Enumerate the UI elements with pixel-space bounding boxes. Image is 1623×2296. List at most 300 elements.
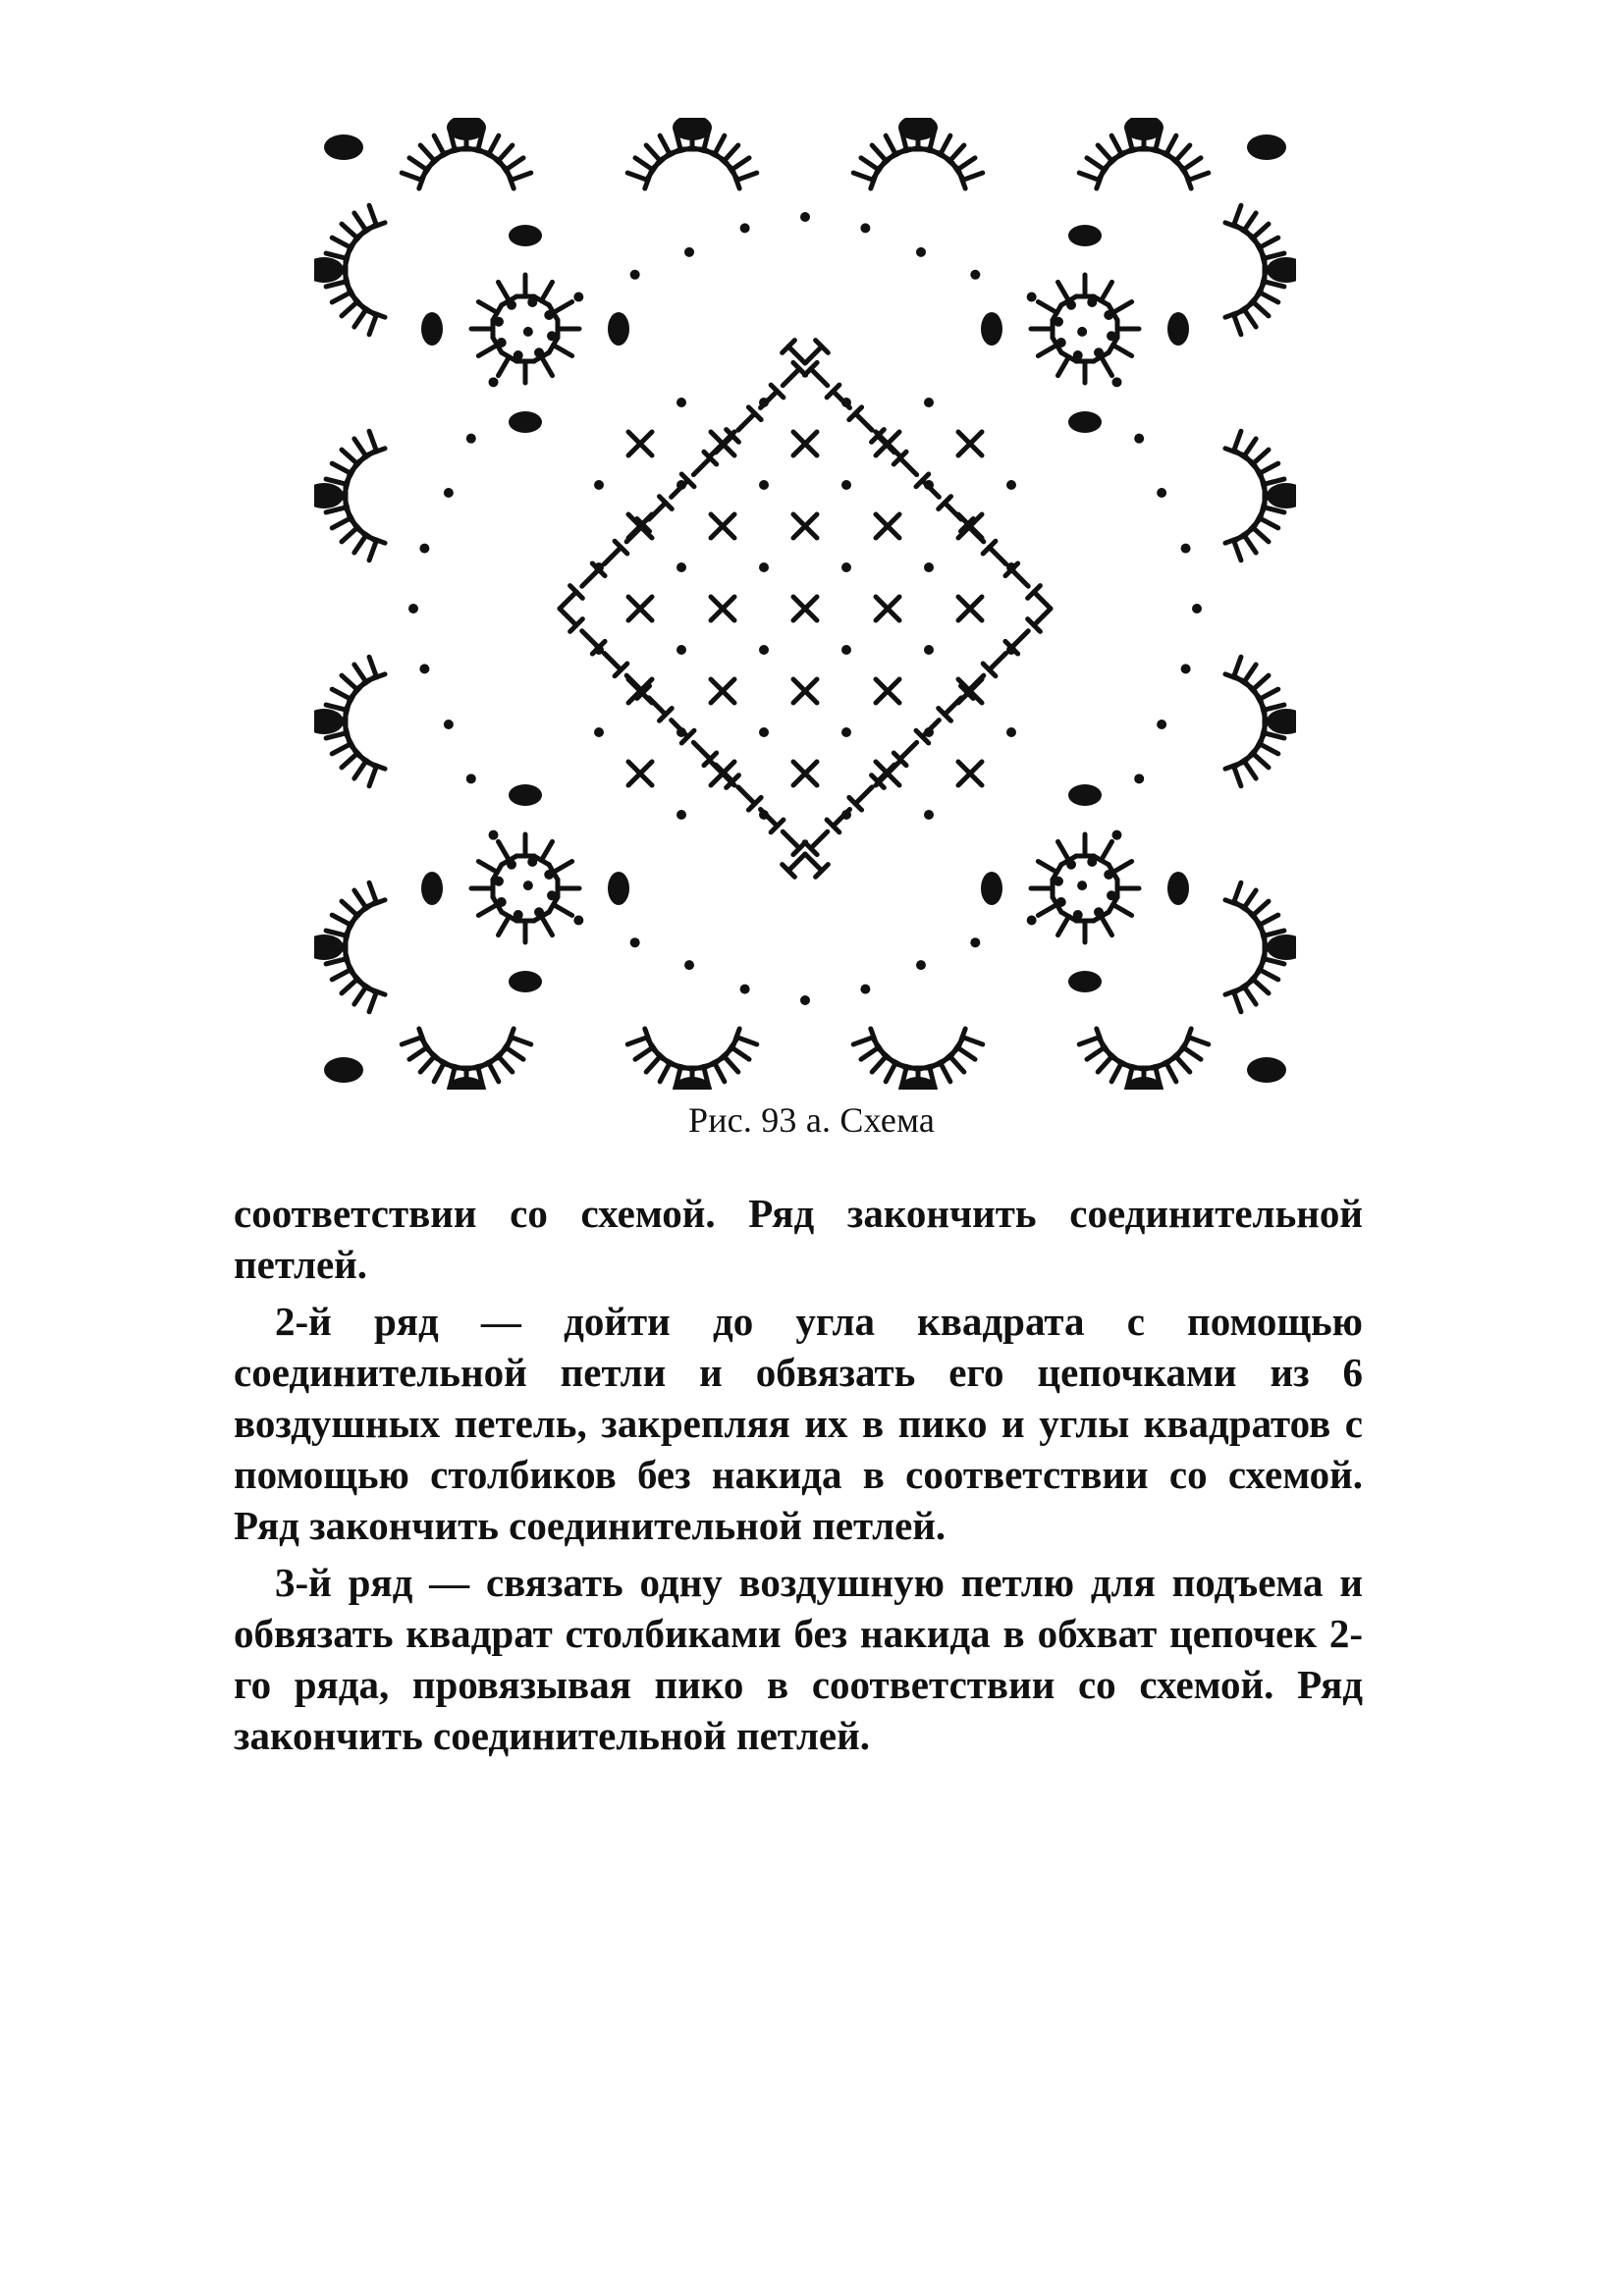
stitch-symbol [1011, 569, 1028, 586]
stitch-symbol [1253, 901, 1269, 916]
chain-dot [841, 480, 851, 490]
stitch-symbol [967, 525, 984, 542]
picot-symbol [509, 225, 542, 246]
figure-caption: Рис. 93 а. Схема [687, 1100, 936, 1140]
stitch-symbol [554, 302, 572, 313]
stitch-symbol [560, 609, 576, 625]
stitch-symbol [990, 653, 1006, 669]
stitch-symbol [1233, 205, 1241, 226]
picot-symbol [1247, 134, 1286, 160]
stitch-symbol [861, 1047, 879, 1059]
chain-dot [544, 870, 554, 880]
stitch-symbol [855, 787, 872, 804]
stitch-symbol [886, 1062, 895, 1081]
stitch-symbol [511, 1037, 531, 1044]
stitch-symbol [788, 854, 805, 871]
chain-dot [1107, 890, 1116, 900]
stitch-symbol [1253, 224, 1269, 239]
stitch-symbol [368, 900, 385, 906]
stitch-symbol [489, 135, 499, 154]
stitch-symbol [511, 173, 531, 181]
picot-symbol [509, 971, 542, 992]
stitch-symbol [1233, 314, 1241, 335]
stitch-symbol [1183, 158, 1201, 170]
stitch-symbol [941, 135, 950, 154]
stitch-symbol [853, 1037, 874, 1044]
chain-dot [547, 890, 557, 900]
stitch-symbol [724, 145, 738, 161]
chain-dot [924, 645, 934, 655]
stitch-symbol [1175, 1056, 1190, 1072]
picot-symbol [981, 872, 1002, 905]
chain-dot [489, 830, 499, 840]
stitch-symbol [506, 1047, 523, 1059]
stitch-symbol [1259, 518, 1277, 528]
chain-dot [419, 664, 429, 673]
chain-dot [740, 223, 750, 233]
chain-dot [841, 645, 851, 655]
chain-dot [1073, 910, 1083, 920]
stitch-symbol [332, 744, 351, 754]
stitch-symbol [354, 987, 366, 1004]
paragraph-row-2: 2-й ряд — дойти до угла квадрата с помощью соединительной петли и обвязать его цепочками из 6 воздушных петель, закрепляя их в пико и углы квадратов с помощью столбиков без накида в соответствии со схемой. Ряд закончить соединительной петлей. [234, 1299, 1363, 1548]
picot-symbol [314, 257, 344, 283]
stitch-symbol [945, 503, 961, 519]
stitch-symbol [1233, 882, 1241, 903]
stitch-symbol [1244, 987, 1256, 1004]
picot-symbol [1068, 971, 1102, 992]
stitch-symbol [582, 569, 599, 586]
chain-dot [676, 810, 686, 820]
stitch-symbol [1188, 1037, 1209, 1044]
picot-symbol [608, 872, 629, 905]
chain-dot [1134, 774, 1144, 783]
stitch-symbol [872, 1056, 887, 1072]
stitch-symbol [1113, 302, 1132, 313]
picot-symbol [1068, 225, 1102, 246]
stitch-symbol [715, 135, 725, 154]
stitch-symbol [1244, 309, 1256, 327]
stitch-symbol [434, 135, 444, 154]
stitch-symbol [1259, 293, 1277, 302]
stitch-symbol [733, 172, 739, 188]
stitch-symbol [332, 293, 351, 302]
stitch-symbol [715, 1062, 725, 1081]
chain-dot [740, 985, 750, 994]
stitch-symbol [1102, 357, 1112, 376]
picot-symbol [1167, 872, 1189, 905]
stitch-symbol [506, 158, 523, 170]
stitch-symbol [582, 631, 599, 648]
picot-symbol [1167, 312, 1189, 346]
stitch-symbol [788, 347, 805, 363]
stitch-symbol [957, 1047, 975, 1059]
stitch-symbol [1175, 145, 1190, 161]
chain-dot [523, 881, 533, 890]
chain-dot [514, 910, 523, 920]
chain-dot [547, 331, 557, 341]
chain-dot [527, 297, 537, 307]
stitch-symbol [1233, 766, 1241, 786]
stitch-symbol [1225, 537, 1242, 543]
chain-dot [759, 480, 769, 490]
paragraph-row-3: 3-й ряд — связать одну воздушную петлю для подъема и обвязать квадрат столбиками без накида в обхват цепочек 2-го ряда, провязывая пико в соответствии со схемой. Ряд закончить соединительной петлей. [234, 1560, 1363, 1758]
chain-dot [594, 480, 604, 490]
stitch-symbol [409, 1047, 427, 1059]
stitch-symbol [738, 413, 755, 430]
stitch-symbol [542, 282, 553, 300]
stitch-symbol [542, 841, 553, 860]
chain-dot [800, 995, 810, 1005]
stitch-symbol [1038, 302, 1056, 313]
chain-dot [1087, 857, 1097, 867]
chain-dot [1006, 480, 1016, 490]
stitch-symbol [646, 145, 661, 161]
stitch-symbol [1253, 979, 1269, 993]
stitch-symbol [478, 302, 497, 313]
stitch-symbol [646, 1056, 661, 1072]
stitch-symbol [967, 675, 984, 692]
chain-dot [1134, 434, 1144, 444]
stitch-symbol [498, 1056, 513, 1072]
stitch-symbol [693, 742, 710, 759]
stitch-symbol [332, 689, 351, 699]
chain-dot [841, 562, 851, 572]
chain-dot [630, 270, 640, 280]
stitch-symbol [1225, 763, 1242, 769]
picot-symbol [314, 483, 344, 508]
stitch-symbol [1113, 905, 1132, 916]
stitch-symbol [635, 158, 653, 170]
stitch-symbol [949, 1056, 964, 1072]
stitch-symbol [871, 1029, 877, 1045]
stitch-symbol [342, 979, 357, 993]
chain-dot [676, 562, 686, 572]
stitch-symbol [369, 205, 377, 226]
chain-dot [759, 727, 769, 737]
stitch-symbol [342, 224, 357, 239]
stitch-symbol [332, 915, 351, 925]
chain-dot [800, 212, 810, 222]
chain-dot [1077, 327, 1087, 337]
picot-symbol [324, 134, 363, 160]
chain-dot [1157, 488, 1166, 498]
chain-dot [544, 310, 554, 320]
stitch-symbol [959, 172, 965, 188]
chain-dot [507, 300, 516, 310]
stitch-symbol [783, 831, 799, 848]
stitch-symbol [1259, 689, 1277, 699]
stitch-symbol [1259, 744, 1277, 754]
chain-dot [1181, 544, 1191, 554]
stitch-symbol [1233, 657, 1241, 677]
stitch-symbol [900, 742, 917, 759]
picot-symbol [314, 934, 344, 960]
stitch-symbol [1233, 431, 1241, 452]
stitch-symbol [1183, 1047, 1201, 1059]
stitch-symbol [1253, 301, 1269, 316]
picot-symbol [509, 411, 542, 433]
chain-dot [916, 960, 926, 970]
picot-symbol [1267, 934, 1296, 960]
stitch-symbol [354, 761, 366, 778]
picot-symbol [1068, 411, 1102, 433]
stitch-symbol [736, 1037, 757, 1044]
stitch-symbol [332, 518, 351, 528]
crochet-chart-figure [314, 118, 1296, 1090]
stitch-symbol [1102, 917, 1112, 935]
stitch-symbol [354, 890, 366, 908]
chain-dot [534, 347, 544, 357]
stitch-symbol [369, 991, 377, 1012]
chain-dot [523, 327, 533, 337]
chain-dot [419, 544, 429, 554]
stitch-symbol [1098, 145, 1112, 161]
stitch-symbol [805, 347, 822, 363]
stitch-symbol [332, 970, 351, 980]
stitch-symbol [990, 548, 1006, 564]
chain-dot [573, 915, 583, 925]
stitch-symbol [1253, 753, 1269, 768]
chain-dot [1006, 727, 1016, 737]
stitch-symbol [626, 525, 643, 542]
chain-dot [1111, 377, 1121, 387]
stitch-symbol [1058, 282, 1069, 300]
chain-dot [684, 247, 694, 257]
chain-dot [916, 247, 926, 257]
chain-dot [924, 810, 934, 820]
chain-dot [759, 645, 769, 655]
stitch-symbol [1038, 346, 1056, 356]
chain-dot [1087, 297, 1097, 307]
stitch-symbol [1244, 761, 1256, 778]
picot-symbol [1267, 483, 1296, 508]
chain-dot [466, 434, 476, 444]
stitch-symbol [945, 698, 961, 715]
chain-dot [1181, 664, 1191, 673]
stitch-symbol [861, 158, 879, 170]
stitch-symbol [1188, 173, 1209, 181]
stitch-symbol [738, 787, 755, 804]
picot-symbol [1068, 784, 1102, 806]
stitch-symbol [853, 173, 874, 181]
stitch-symbol [1253, 675, 1269, 690]
chain-dot [684, 960, 694, 970]
stitch-symbol [1087, 158, 1105, 170]
stitch-symbol [649, 698, 666, 715]
stitch-symbol [1113, 862, 1132, 873]
stitch-symbol [1253, 450, 1269, 464]
stitch-symbol [949, 145, 964, 161]
stitch-symbol [805, 854, 822, 871]
chain-dot [444, 720, 454, 729]
stitch-symbol [660, 1062, 670, 1081]
stitch-symbol [499, 841, 510, 860]
chain-dot [841, 727, 851, 737]
stitch-symbol [1259, 915, 1277, 925]
stitch-symbol [1087, 1047, 1105, 1059]
stitch-symbol [542, 357, 553, 376]
stitch-symbol [604, 548, 621, 564]
stitch-symbol [957, 158, 975, 170]
stitch-symbol [1259, 463, 1277, 473]
stitch-symbol [1233, 540, 1241, 561]
chain-dot [1111, 830, 1121, 840]
body-text [234, 1188, 1363, 1767]
stitch-symbol [508, 172, 514, 188]
chain-dot [1056, 897, 1066, 907]
chain-dot [494, 317, 504, 327]
chain-dot [514, 350, 523, 360]
stitch-symbol [369, 540, 377, 561]
chain-dot [594, 727, 604, 737]
chain-dot [489, 377, 499, 387]
stitch-symbol [1058, 841, 1069, 860]
chain-dot [1073, 350, 1083, 360]
chain-dot [1192, 604, 1202, 614]
stitch-symbol [941, 1062, 950, 1081]
stitch-symbol [1225, 311, 1242, 317]
stitch-symbol [342, 301, 357, 316]
stitch-symbol [402, 173, 422, 181]
stitch-symbol [1038, 862, 1056, 873]
stitch-symbol [554, 862, 572, 873]
chain-dot [1056, 338, 1066, 347]
stitch-symbol [478, 905, 497, 916]
stitch-symbol [554, 905, 572, 916]
stitch-symbol [1259, 238, 1277, 247]
stitch-symbol [626, 675, 643, 692]
stitch-symbol [478, 346, 497, 356]
picot-symbol [1267, 709, 1296, 734]
stitch-symbol [499, 917, 510, 935]
chain-dot [573, 293, 583, 302]
chain-dot [676, 398, 686, 407]
stitch-symbol [368, 449, 385, 454]
stitch-symbol [1244, 439, 1256, 456]
stitch-symbol [402, 1037, 422, 1044]
stitch-symbol [604, 653, 621, 669]
stitch-symbol [1058, 357, 1069, 376]
chain-dot [1094, 907, 1104, 917]
stitch-symbol [1079, 1037, 1100, 1044]
stitch-symbol [1185, 172, 1191, 188]
stitch-symbol [1244, 665, 1256, 682]
stitch-symbol [434, 1062, 444, 1081]
chain-dot [1107, 331, 1116, 341]
stitch-symbol [645, 1029, 651, 1045]
stitch-symbol [1225, 988, 1242, 994]
picot-symbol [1247, 1057, 1286, 1083]
stitch-symbol [724, 1056, 738, 1072]
stitch-symbol [872, 145, 887, 161]
stitch-symbol [900, 458, 917, 475]
stitch-symbol [354, 439, 366, 456]
chain-dot [1066, 860, 1076, 870]
stitch-symbol [783, 369, 799, 386]
stitch-symbol [342, 450, 357, 464]
stitch-symbol [354, 665, 366, 682]
picot-symbol [981, 312, 1002, 346]
chain-dot [860, 223, 870, 233]
picot-symbol [324, 1057, 363, 1083]
stitch-symbol [1058, 917, 1069, 935]
chain-dot [507, 860, 516, 870]
stitch-symbol [811, 831, 828, 848]
stitch-symbol [1034, 609, 1051, 625]
chain-dot [1104, 310, 1113, 320]
chain-dot [1054, 317, 1063, 327]
chain-dot [408, 604, 418, 614]
stitch-symbol [369, 431, 377, 452]
chain-dot [860, 985, 870, 994]
picot-symbol [608, 312, 629, 346]
picot-symbol [509, 784, 542, 806]
picot-symbol [1267, 257, 1296, 283]
stitch-symbol [369, 882, 377, 903]
stitch-symbol [736, 173, 757, 181]
chain-dot [527, 857, 537, 867]
stitch-symbol [1233, 991, 1241, 1012]
chain-dot [466, 774, 476, 783]
stitch-symbol [886, 135, 895, 154]
picot-symbol [314, 709, 344, 734]
chain-dot [1027, 915, 1037, 925]
stitch-symbol [1166, 1062, 1176, 1081]
stitch-symbol [489, 1062, 499, 1081]
paragraph-continuation: соответствии со схемой. Ряд закончить соединительной петлей. [234, 1191, 1363, 1287]
stitch-symbol [369, 657, 377, 677]
stitch-symbol [635, 1047, 653, 1059]
stitch-symbol [1166, 135, 1176, 154]
stitch-symbol [420, 1056, 435, 1072]
chain-dot [534, 907, 544, 917]
chain-dot [1027, 293, 1037, 302]
chain-dot [924, 562, 934, 572]
stitch-symbol [342, 675, 357, 690]
chain-dot [1157, 720, 1166, 729]
stitch-symbol [369, 766, 377, 786]
chain-dot [1066, 300, 1076, 310]
stitch-symbol [1113, 346, 1132, 356]
stitch-symbol [499, 282, 510, 300]
chain-dot [497, 897, 507, 907]
stitch-symbol [368, 674, 385, 680]
stitch-symbol [1244, 890, 1256, 908]
stitch-symbol [649, 503, 666, 519]
stitch-symbol [342, 527, 357, 542]
chain-dot [1094, 347, 1104, 357]
chain-dot [1054, 877, 1063, 886]
stitch-symbol [627, 173, 648, 181]
chain-dot [444, 488, 454, 498]
stitch-symbol [962, 173, 983, 181]
picot-symbol [421, 872, 443, 905]
stitch-symbol [1259, 970, 1277, 980]
stitch-symbol [627, 1037, 648, 1044]
stitch-symbol [369, 314, 377, 335]
stitch-symbol [731, 158, 749, 170]
stitch-symbol [368, 223, 385, 229]
chain-dot [497, 338, 507, 347]
stitch-symbol [1111, 135, 1121, 154]
chain-dot [1077, 881, 1087, 890]
chain-dot [494, 877, 504, 886]
picot-symbol [421, 312, 443, 346]
stitch-symbol [1253, 527, 1269, 542]
stitch-symbol [419, 1029, 425, 1045]
stitch-symbol [1097, 1029, 1103, 1045]
